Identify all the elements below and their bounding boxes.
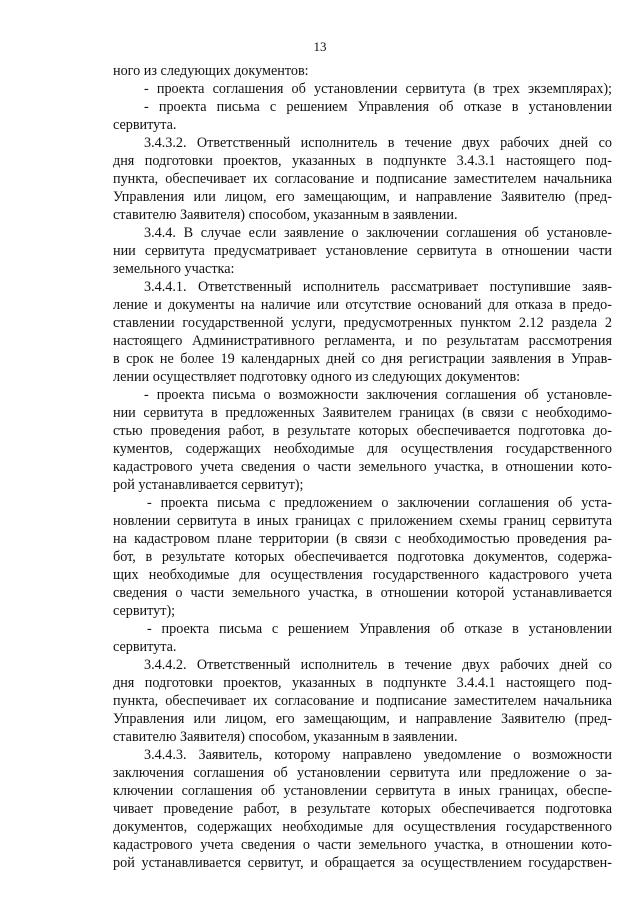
text-line: сервитута. [113, 639, 177, 655]
text-line: нии сервитута предусматривает установление сервитута в отношении части [113, 243, 612, 259]
text-line: настоящего Административного регламента, и по результатам рассмотрения [113, 333, 612, 349]
text-line: - проекта соглашения об установлении сервитута (в трех экземплярах); [144, 81, 612, 97]
text-line: ставителю Заявителя) способом, указанным в заявлении. [113, 729, 458, 745]
text-line: ление и документы на наличие или отсутствие оснований для отказа в предо- [113, 297, 612, 313]
text-line: сервитут); [113, 603, 176, 619]
text-line: чивает проведение работ, в результате которых обеспечивается подготовка [113, 801, 612, 817]
text-line: ставителю Заявителя) способом, указанным в заявлении. [113, 207, 458, 223]
text-line: щих необходимые для осуществления государственного кадастрового учета [113, 567, 612, 583]
text-line: кадастрового учета сведения о части земельного участка, в отношении кото- [113, 459, 612, 475]
document-body [113, 62, 612, 872]
text-line: ного из следующих документов: [113, 63, 309, 79]
text-line: пункта, обеспечивает их согласование и подписание заместителем начальника [113, 693, 612, 709]
text-line: бот, в результате которых обеспечивается подготовка документов, содержа- [113, 549, 612, 565]
text-line: дня подготовки проектов, указанных в подпункте 3.4.3.1 настоящего под- [113, 153, 612, 169]
text-line: новлении сервитута в иных границах с приложением схемы границ сервитута [113, 513, 612, 529]
text-line: сервитута. [113, 117, 177, 133]
text-line: - проекта письма о возможности заключения соглашения об установле- [144, 387, 612, 403]
text-line: кументов, содержащих необходимые для осуществления государственного [113, 441, 612, 457]
text-line: ставлении государственной услуги, предусмотренных пунктом 2.12 раздела 2 [113, 315, 612, 331]
text-line: дня подготовки проектов, указанных в подпункте 3.4.4.1 настоящего под- [113, 675, 612, 691]
text-line: на кадастровом плане территории (в связи с необходимостью проведения ра- [113, 531, 612, 547]
text-line: 3.4.3.2. Ответственный исполнитель в течение двух рабочих дней со [144, 135, 612, 151]
text-line: рой устанавливается сервитут); [113, 477, 304, 493]
text-line: документов, содержащих необходимые для осуществления государственного [113, 819, 612, 835]
text-line: пункта, обеспечивает их согласование и подписание заместителем начальника [113, 171, 612, 187]
text-line: стью проведения работ, в результате которых обеспечивается подготовка до- [113, 423, 612, 439]
text-line: Управления или лицом, его замещающим, и направление Заявителю (пред- [113, 711, 612, 727]
text-line: в срок не более 19 календарных дней со дня регистрации заявления в Управ- [113, 351, 612, 367]
text-line: кадастрового учета сведения о части земельного участка, в отношении кото- [113, 837, 612, 853]
text-line: 3.4.4.1. Ответственный исполнитель рассматривает поступившие заяв- [144, 279, 612, 295]
text-line: 3.4.4. В случае если заявление о заключении соглашения об установле- [144, 225, 612, 241]
text-line: - проекта письма с решением Управления об отказе в установлении [147, 621, 612, 637]
text-line: нии сервитута в предложенных Заявителем границах (в связи с необходимо- [113, 405, 612, 421]
text-line: 3.4.4.3. Заявитель, которому направлено уведомление о возможности [144, 747, 612, 763]
text-line: ключении соглашения об установлении сервитута в иных границах, обеспе- [113, 783, 612, 799]
text-line: сведения о части земельного участка, в отношении которой устанавливается [113, 585, 612, 601]
text-line: - проекта письма с решением Управления об отказе в установлении [144, 99, 612, 115]
text-line: земельного участка: [113, 261, 235, 277]
page-number: 13 [313, 39, 327, 54]
text-line: - проекта письма с предложением о заключении соглашения об уста- [147, 495, 612, 511]
text-line: рой устанавливается сервитут, и обращается за осуществлением государствен- [113, 855, 612, 871]
text-line: 3.4.4.2. Ответственный исполнитель в течение двух рабочих дней со [144, 657, 612, 673]
text-line: заключения соглашения об установлении сервитута или предложение о за- [113, 765, 612, 781]
text-line: лении осуществляет подготовку одного из следующих документов: [113, 369, 521, 385]
text-line: Управления или лицом, его замещающим, и направление Заявителю (пред- [113, 189, 612, 205]
